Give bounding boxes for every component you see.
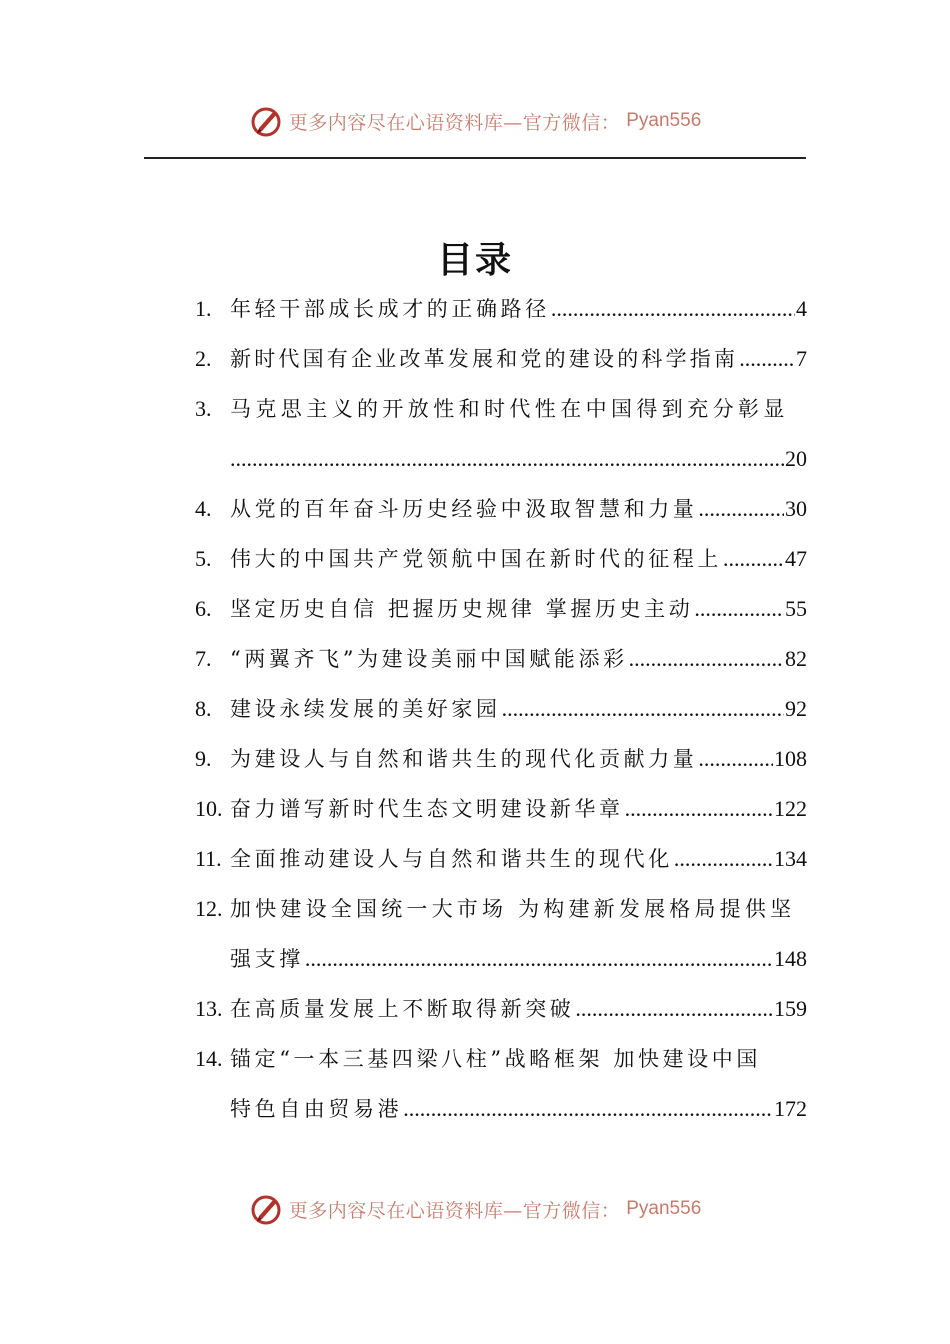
toc-entry[interactable] (195, 684, 807, 734)
toc-page: 159 (774, 996, 807, 1021)
toc-page: 47 (785, 546, 807, 571)
toc-entry[interactable] (195, 884, 807, 934)
toc-leader (551, 284, 795, 334)
toc-entry-continuation[interactable] (195, 1084, 807, 1134)
toc-leader (723, 534, 784, 584)
pen-logo-icon (249, 1192, 283, 1226)
toc-page: 82 (785, 646, 807, 671)
toc-title: 奋力谱写新时代生态文明建设新华章 (230, 797, 624, 821)
toc-page: 92 (785, 696, 807, 721)
page-title: 目录 (436, 239, 513, 281)
toc-number: 3. (195, 396, 212, 421)
toc-leader (305, 934, 773, 984)
toc-number: 1. (195, 296, 212, 321)
toc-number: 9. (195, 746, 212, 771)
header-divider (144, 157, 806, 159)
toc-page: 7 (796, 346, 807, 371)
toc-leader (629, 634, 784, 684)
toc-title: 新时代国有企业改革发展和党的建设的科学指南 (230, 347, 739, 371)
banner-wechat-id: Pyan556 (626, 1198, 702, 1219)
toc-number: 8. (195, 696, 212, 721)
toc-leader (403, 1084, 773, 1134)
toc-entry[interactable] (195, 484, 807, 534)
toc-number: 2. (195, 346, 212, 371)
toc-title: 强支撑 (230, 947, 304, 971)
toc-number: 11. (195, 846, 222, 871)
toc-entry-continuation[interactable] (195, 934, 807, 984)
footer-banner (0, 1192, 950, 1226)
header-banner (0, 104, 950, 138)
toc-leader (674, 834, 773, 884)
toc-title: 马克思主义的开放性和时代性在中国得到充分彰显 (230, 397, 789, 421)
toc-title: 锚定“一本三基四梁八柱”战略框架 加快建设中国 (230, 1047, 761, 1071)
toc-number: 14. (195, 1046, 223, 1071)
toc-title: 坚定历史自信 把握历史规律 掌握历史主动 (230, 597, 694, 621)
toc-leader (230, 434, 784, 484)
toc-title: 建设永续发展的美好家园 (230, 697, 501, 721)
toc-page: 148 (774, 946, 807, 971)
toc-title: 全面推动建设人与自然和谐共生的现代化 (230, 847, 673, 871)
toc-number: 13. (195, 996, 223, 1021)
toc-title: 特色自由贸易港 (230, 1097, 403, 1121)
toc-entry[interactable] (195, 834, 807, 884)
toc-leader (502, 684, 784, 734)
toc-leader (698, 484, 784, 534)
toc-entry[interactable] (195, 534, 807, 584)
toc-page: 172 (774, 1096, 807, 1121)
toc-title: 从党的百年奋斗历史经验中汲取智慧和力量 (230, 497, 698, 521)
toc-entry[interactable] (195, 284, 807, 334)
toc-title: “两翼齐飞”为建设美丽中国赋能添彩 (230, 647, 628, 671)
toc-entry[interactable] (195, 384, 807, 434)
toc-leader (739, 334, 795, 384)
toc-title: 在高质量发展上不断取得新突破 (230, 997, 575, 1021)
toc-title: 加快建设全国统一大市场 为构建新发展格局提供坚 (230, 897, 796, 921)
toc-leader (694, 584, 784, 634)
toc-page: 134 (774, 846, 807, 871)
toc-number: 6. (195, 596, 212, 621)
toc-entry[interactable] (195, 984, 807, 1034)
toc-number: 4. (195, 496, 212, 521)
toc-entry[interactable] (195, 584, 807, 634)
toc-page: 122 (774, 796, 807, 821)
toc-number: 7. (195, 646, 212, 671)
banner-text: 更多内容尽在心语资料库—官方微信： (288, 1199, 621, 1222)
toc-number: 5. (195, 546, 212, 571)
toc-entry[interactable] (195, 334, 807, 384)
toc-page: 55 (785, 596, 807, 621)
toc-entry-continuation[interactable] (195, 434, 807, 484)
toc-leader (698, 734, 773, 784)
toc-title: 为建设人与自然和谐共生的现代化贡献力量 (230, 747, 698, 771)
toc-leader (575, 984, 773, 1034)
table-of-contents (195, 284, 807, 1134)
toc-page: 20 (785, 446, 807, 471)
pen-logo-icon (249, 104, 283, 138)
toc-entry[interactable] (195, 1034, 807, 1084)
toc-entry[interactable] (195, 784, 807, 834)
toc-page: 108 (774, 746, 807, 771)
toc-title: 伟大的中国共产党领航中国在新时代的征程上 (230, 547, 722, 571)
toc-title: 年轻干部成长成才的正确路径 (230, 297, 550, 321)
toc-page: 4 (796, 296, 807, 321)
toc-leader (625, 784, 773, 834)
toc-page: 30 (785, 496, 807, 521)
toc-entry[interactable] (195, 634, 807, 684)
banner-wechat-id: Pyan556 (626, 110, 702, 131)
banner-text: 更多内容尽在心语资料库—官方微信： (288, 111, 621, 134)
toc-number: 10. (195, 796, 223, 821)
toc-number: 12. (195, 896, 223, 921)
toc-entry[interactable] (195, 734, 807, 784)
